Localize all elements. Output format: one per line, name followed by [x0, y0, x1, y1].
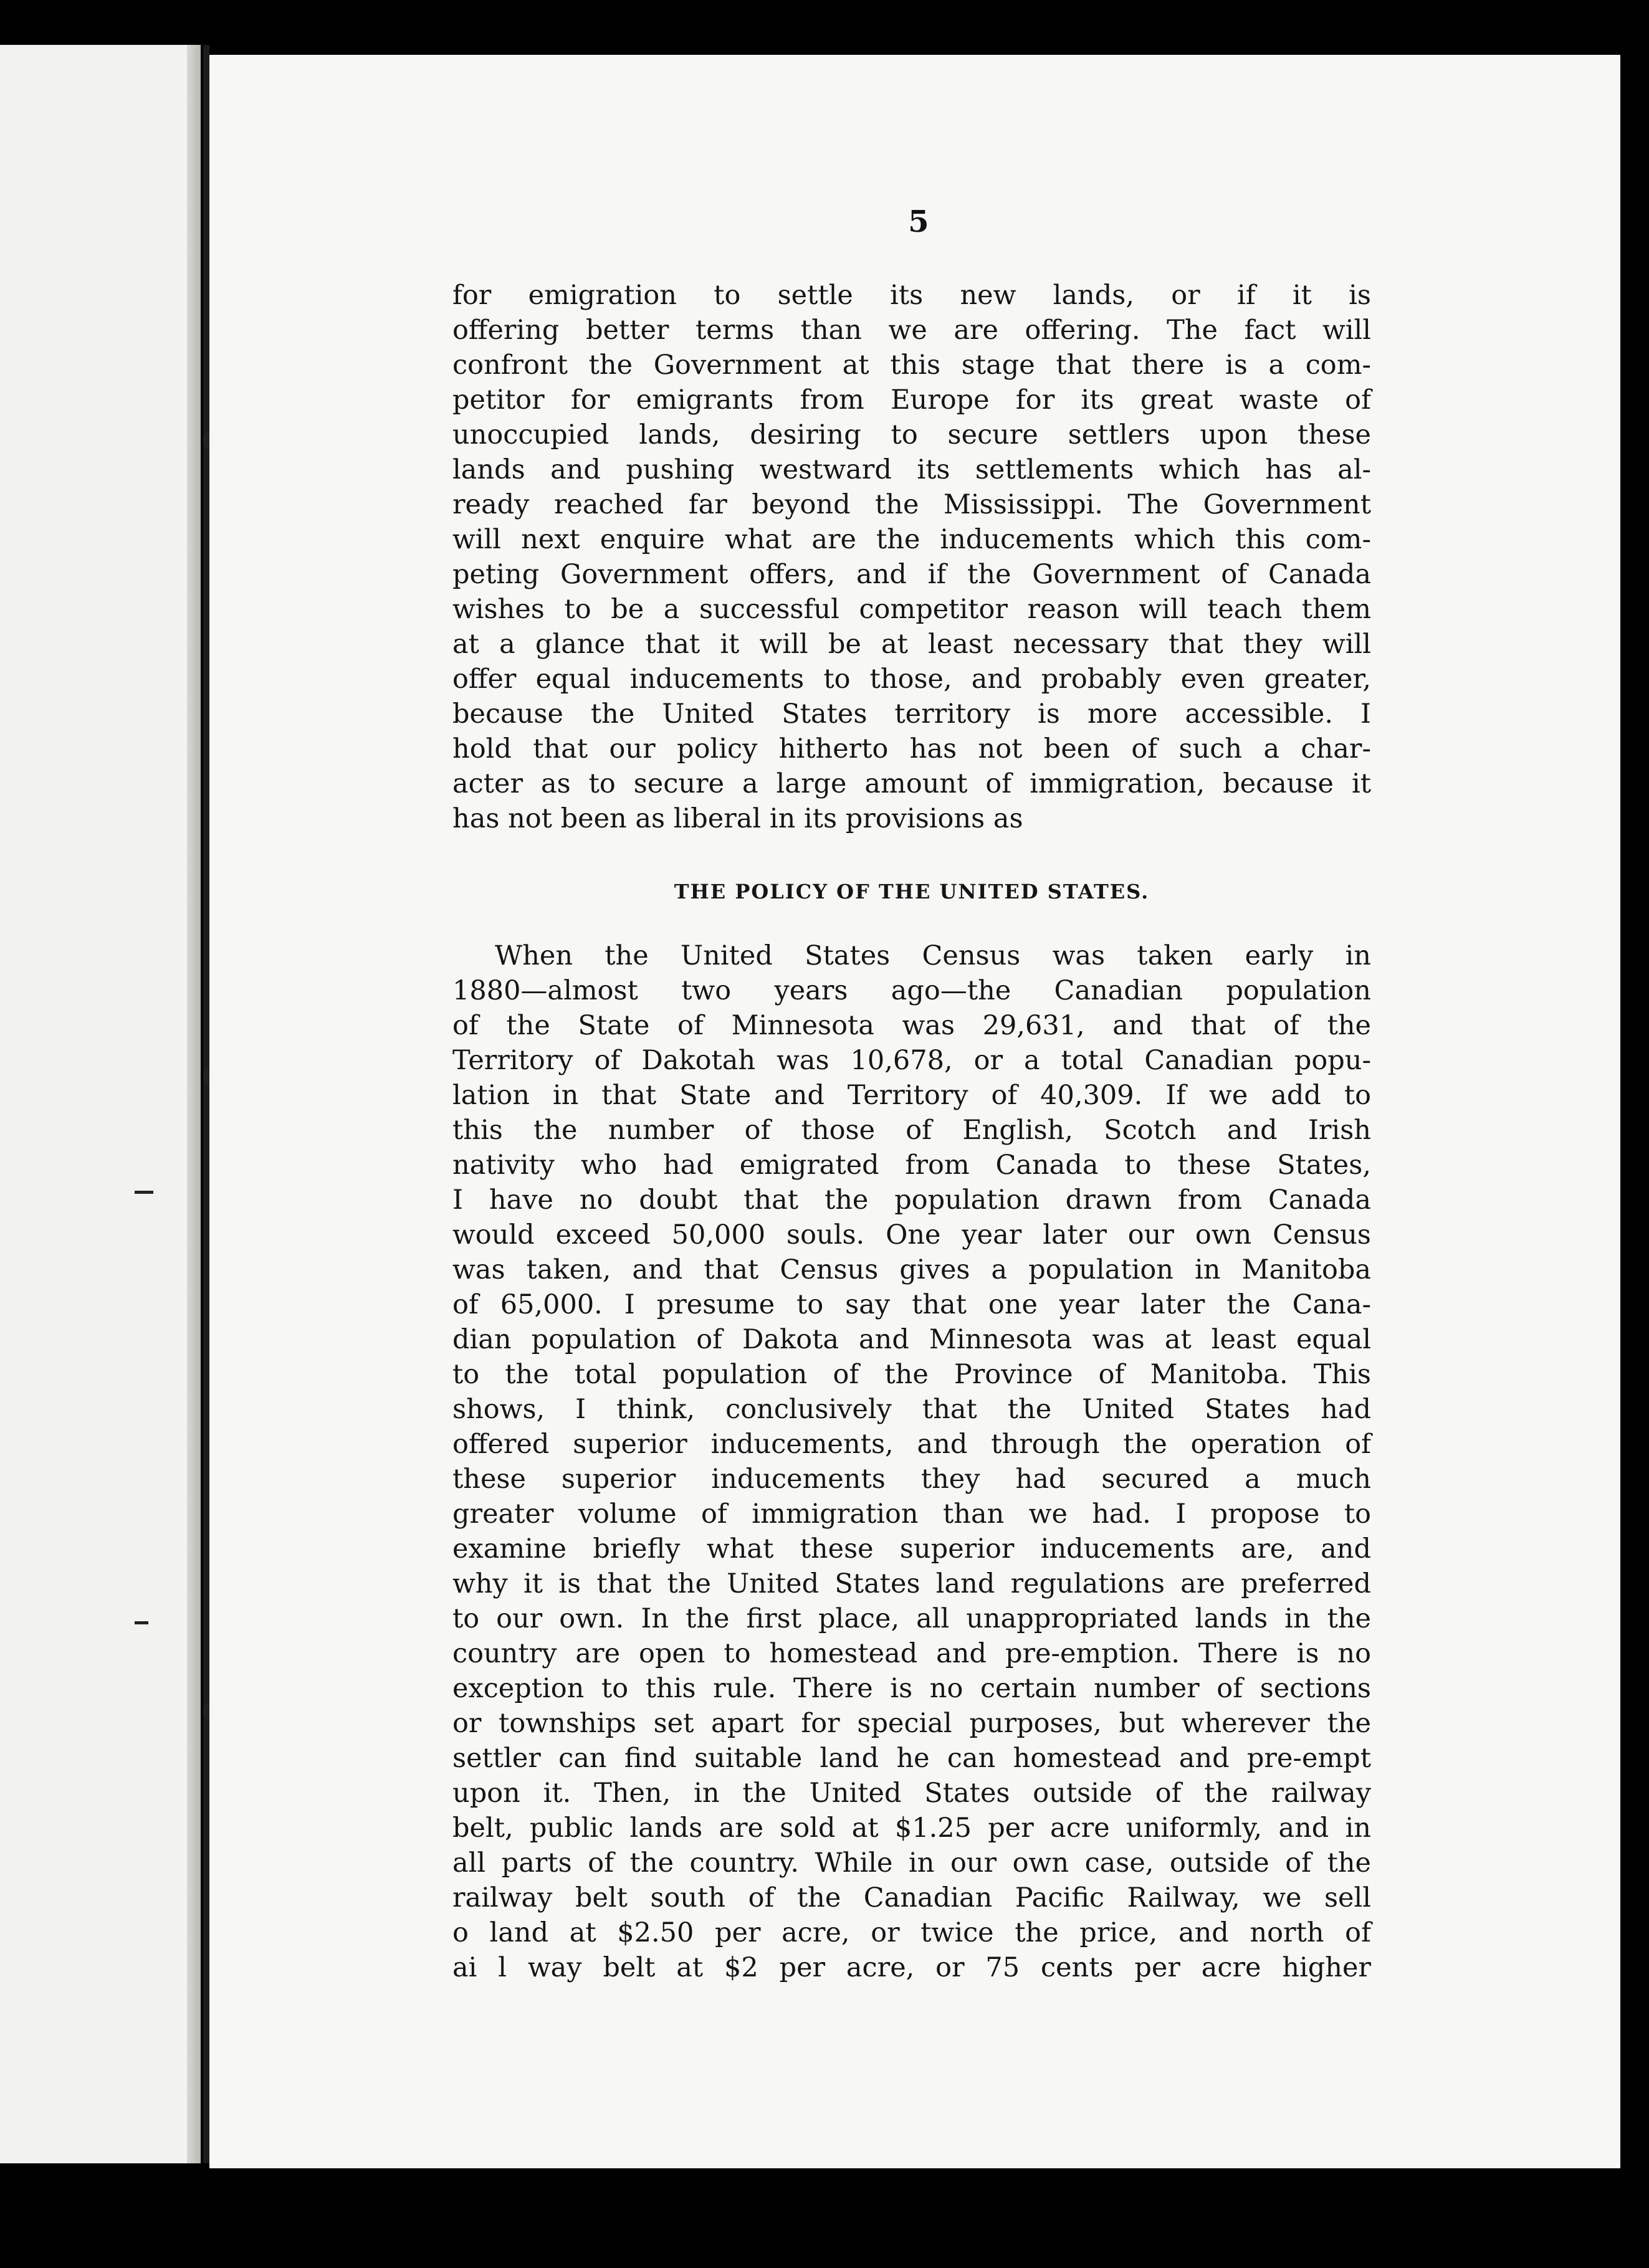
text-line: to our own. In the first place, all unappropriated lands in the [452, 1603, 1371, 1634]
text-line: ai l way belt at $2 per acre, or 75 cents per acre higher [452, 1952, 1371, 1983]
text-line: because the United States territory is more accessible. I [452, 698, 1371, 730]
text-line: would exceed 50,000 souls. One year later our own Census [452, 1219, 1371, 1251]
text-line: shows, I think, conclusively that the United States had [452, 1394, 1371, 1425]
text-line: dian population of Dakota and Minnesota was at least equal [452, 1324, 1371, 1355]
text-line: was taken, and that Census gives a population in Manitoba [452, 1254, 1371, 1285]
text-line: Territory of Dakotah was 10,678, or a total Canadian popu- [452, 1045, 1371, 1076]
text-line: has not been as liberal in its provisions as [452, 803, 1023, 834]
text-line: or townships set apart for special purposes, but wherever the [452, 1708, 1371, 1739]
text-line: peting Government offers, and if the Government of Canada [452, 559, 1371, 590]
section-heading: THE POLICY OF THE UNITED STATES. [674, 880, 1150, 903]
text-line: confront the Government at this stage that there is a com- [452, 350, 1371, 381]
text-line: greater volume of immigration than we had. I propose to [452, 1498, 1371, 1530]
text-line: will next enquire what are the inducements which this com- [452, 524, 1371, 555]
text-line: petitor for emigrants from Europe for its great waste of [452, 384, 1371, 416]
text-line: of 65,000. I presume to say that one year later the Cana- [452, 1289, 1371, 1320]
margin-mark [135, 1191, 153, 1194]
text-line: why it is that the United States land regulations are preferred [452, 1568, 1371, 1599]
text-line: I have no doubt that the population drawn from Canada [452, 1184, 1371, 1216]
text-line: hold that our policy hitherto has not been of such a char- [452, 733, 1371, 765]
text-line: o land at $2.50 per acre, or twice the price, and north of [452, 1917, 1371, 1948]
margin-mark [135, 1621, 148, 1624]
text-line: offered superior inducements, and through the operation of [452, 1429, 1371, 1460]
text-line: railway belt south of the Canadian Pacific Railway, we sell [452, 1882, 1371, 1913]
text-line: When the United States Census was taken early in [495, 940, 1371, 971]
text-line: unoccupied lands, desiring to secure settlers upon these [452, 419, 1371, 450]
text-line: offer equal inducements to those, and probably even greater, [452, 664, 1371, 695]
text-line: at a glance that it will be at least necessary that they will [452, 629, 1371, 660]
text-line: 1880—almost two years ago—the Canadian population [452, 975, 1371, 1006]
text-line: these superior inducements they had secured a much [452, 1464, 1371, 1495]
book-spine-line [203, 45, 209, 2163]
left-page-edge [0, 45, 198, 2163]
text-line: ready reached far beyond the Mississippi. The Government [452, 489, 1371, 520]
text-line: country are open to homestead and pre-emption. There is no [452, 1638, 1371, 1669]
page-gutter-shadow [187, 45, 201, 2163]
paragraph-1 [452, 278, 1371, 836]
text-line: for emigration to settle its new lands, or if it is [452, 280, 1371, 311]
page-number: 5 [908, 204, 929, 239]
text-line: all parts of the country. While in our own case, outside of the [452, 1847, 1371, 1879]
text-line: offering better terms than we are offering. The fact will [452, 315, 1371, 346]
text-line: to the total population of the Province of Manitoba. This [452, 1359, 1371, 1390]
text-line: settler can find suitable land he can homestead and pre-empt [452, 1743, 1371, 1774]
text-line: upon it. Then, in the United States outside of the railway [452, 1778, 1371, 1809]
text-line: this the number of those of English, Scotch and Irish [452, 1115, 1371, 1146]
text-line: acter as to secure a large amount of immigration, because it [452, 768, 1371, 799]
text-line: exception to this rule. There is no certain number of sections [452, 1673, 1371, 1704]
text-line: lation in that State and Territory of 40,309. If we add to [452, 1080, 1371, 1111]
text-line: nativity who had emigrated from Canada to these States, [452, 1150, 1371, 1181]
text-line: examine briefly what these superior inducements are, and [452, 1533, 1371, 1565]
text-line: of the State of Minnesota was 29,631, and that of the [452, 1010, 1371, 1041]
paragraph-2 [452, 938, 1371, 1985]
text-line: wishes to be a successful competitor reason will teach them [452, 594, 1371, 625]
text-line: lands and pushing westward its settlements which has al- [452, 454, 1371, 485]
text-line: belt, public lands are sold at $1.25 per acre uniformly, and in [452, 1813, 1371, 1844]
